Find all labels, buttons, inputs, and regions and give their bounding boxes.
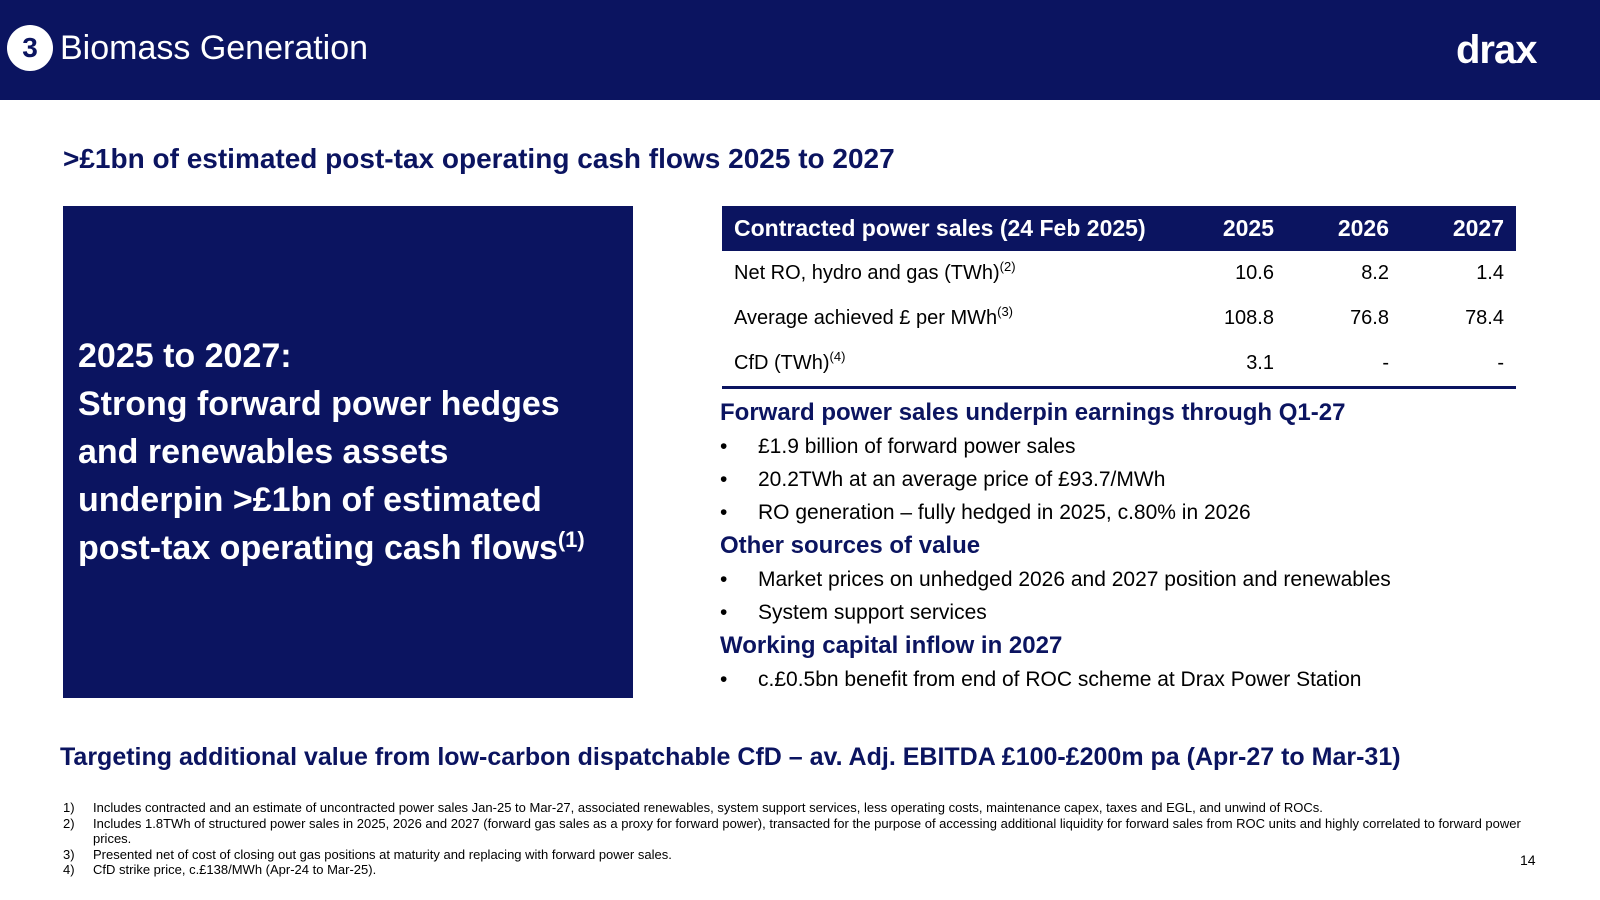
footnote-number: 3) bbox=[63, 846, 75, 862]
footnote-number: 4) bbox=[63, 862, 75, 877]
table-cell: 3.1 bbox=[1171, 341, 1286, 388]
table-row bbox=[722, 341, 1516, 388]
bullet-item bbox=[720, 663, 1580, 696]
table-cell: 76.8 bbox=[1350, 307, 1389, 329]
bullet-item bbox=[720, 496, 1580, 529]
footnote-ref: (4) bbox=[829, 349, 846, 364]
footnote-ref: (1) bbox=[557, 527, 585, 552]
summary-panel bbox=[63, 206, 633, 698]
header-bar bbox=[0, 0, 1600, 100]
footnotes bbox=[63, 800, 1543, 878]
section-number-badge: 3 bbox=[7, 25, 53, 71]
footnote bbox=[63, 862, 1543, 878]
summary-line-text: post-tax operating cash flows bbox=[78, 529, 558, 567]
bullet-text: RO generation – fully hedged in 2025, c.80% in 2026 bbox=[758, 501, 1251, 524]
footnote-ref: (3) bbox=[997, 304, 1013, 319]
bullet-icon: • bbox=[720, 668, 728, 691]
slide-headline: >£1bn of estimated post-tax operating cash flows 2025 to 2027 bbox=[63, 143, 895, 174]
table-cell: 8.2 bbox=[1361, 262, 1389, 284]
footnote-ref: (2) bbox=[999, 259, 1016, 274]
table-header-cell: 2026 bbox=[1286, 206, 1401, 251]
table-cell: 10.6 bbox=[1235, 262, 1274, 284]
table-header-cell: Contracted power sales (24 Feb 2025) bbox=[722, 206, 1171, 251]
section-heading-working-capital: Working capital inflow in 2027 bbox=[720, 632, 1063, 659]
summary-line: underpin >£1bn of estimated bbox=[78, 481, 542, 519]
table-header-cell: 2027 bbox=[1401, 206, 1516, 251]
bullet-item bbox=[720, 430, 1580, 463]
summary-line: 2025 to 2027: bbox=[78, 337, 292, 375]
value-drivers bbox=[720, 396, 1580, 696]
page-title: Biomass Generation bbox=[60, 29, 369, 67]
table-header-cell: 2025 bbox=[1171, 206, 1286, 251]
bullet-text: System support services bbox=[758, 601, 987, 624]
table-cell: - bbox=[1286, 341, 1401, 388]
bullet-text: Market prices on unhedged 2026 and 2027 position and renewables bbox=[758, 568, 1391, 591]
table-cell: - bbox=[1401, 341, 1516, 388]
footnote bbox=[63, 800, 1543, 816]
page-number: 14 bbox=[1520, 852, 1536, 868]
bullet-icon: • bbox=[720, 501, 728, 524]
footnote-text: CfD strike price, c.£138/MWh (Apr-24 to Mar-25). bbox=[93, 862, 377, 877]
bullet-item bbox=[720, 596, 1580, 629]
drax-logo: drax bbox=[1456, 28, 1537, 72]
bullet-text: c.£0.5bn benefit from end of ROC scheme at Drax Power Station bbox=[758, 668, 1362, 691]
row-label-cell bbox=[722, 296, 1171, 341]
section-heading-other: Other sources of value bbox=[720, 532, 981, 559]
footnote-text: Includes 1.8TWh of structured power sales in 2025, 2026 and 2027 (forward gas sales as a proxy for forward power), transacted for the purpose of accessing additional liquidity for forward sales from ROC units and highly correlated to forward power prices. bbox=[93, 815, 1521, 846]
bullet-icon: • bbox=[720, 435, 728, 458]
summary-line: Strong forward power hedges bbox=[78, 385, 560, 423]
row-label-cell bbox=[722, 341, 1171, 388]
table-cell: 78.4 bbox=[1465, 307, 1504, 329]
row-label-cell bbox=[722, 251, 1171, 296]
table-cell: 108.8 bbox=[1223, 307, 1274, 329]
contracted-power-table bbox=[722, 206, 1516, 389]
footnote bbox=[63, 816, 1543, 847]
summary-line-last bbox=[78, 524, 621, 572]
section-heading-forward: Forward power sales underpin earnings through Q1-27 bbox=[720, 399, 1346, 426]
bullet-text: £1.9 billion of forward power sales bbox=[758, 435, 1076, 458]
summary-line: and renewables assets bbox=[78, 433, 449, 471]
bullet-icon: • bbox=[720, 468, 728, 491]
table-row bbox=[722, 251, 1516, 296]
bullet-icon: • bbox=[720, 601, 728, 624]
footnote bbox=[63, 847, 1543, 863]
bullet-item bbox=[720, 563, 1580, 596]
table-cell: 1.4 bbox=[1476, 262, 1504, 284]
bullet-icon: • bbox=[720, 568, 728, 591]
row-label: CfD (TWh) bbox=[734, 352, 830, 374]
footnote-text: Presented net of cost of closing out gas positions at maturity and replacing with forward power sales. bbox=[93, 846, 672, 862]
bullet-item bbox=[720, 463, 1580, 496]
target-statement: Targeting additional value from low-carbon dispatchable CfD – av. Adj. EBITDA £100-£200m pa (Apr-27 to Mar-31) bbox=[60, 743, 1401, 771]
footnote-text: Includes contracted and an estimate of uncontracted power sales Jan-25 to Mar-27, associated renewables, system support services, less operating costs, maintenance capex, taxes and EGL, and unwind of ROCs. bbox=[93, 800, 1323, 815]
bullet-text: 20.2TWh at an average price of £93.7/MWh bbox=[758, 468, 1166, 491]
row-label: Average achieved £ per MWh bbox=[734, 307, 998, 329]
table-header-row bbox=[722, 206, 1516, 251]
row-label: Net RO, hydro and gas (TWh) bbox=[734, 262, 1000, 284]
footnote-number: 2) bbox=[63, 815, 75, 831]
table-row bbox=[722, 296, 1516, 341]
footnote-number: 1) bbox=[63, 800, 75, 815]
